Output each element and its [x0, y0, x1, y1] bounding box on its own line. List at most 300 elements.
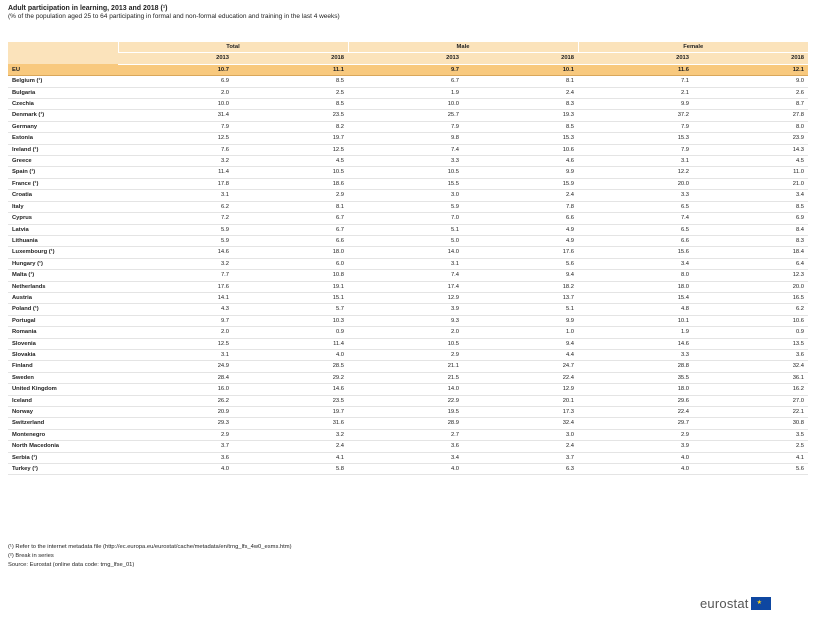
cell-value: 2.4	[463, 190, 578, 201]
table-row	[8, 167, 808, 178]
cell-value: 10.0	[348, 99, 463, 110]
table-row	[8, 395, 808, 406]
cell-value: 3.7	[118, 441, 233, 452]
cell-value: 2.0	[118, 87, 233, 98]
cell-value: 14.3	[693, 144, 808, 155]
cell-value: 6.4	[693, 258, 808, 269]
cell-value: 5.0	[348, 235, 463, 246]
cell-value: 7.9	[578, 144, 693, 155]
cell-value: 11.1	[233, 64, 348, 75]
table-row	[8, 110, 808, 121]
cell-value: 22.4	[578, 407, 693, 418]
cell-value: 16.0	[118, 384, 233, 395]
cell-value: 3.7	[463, 452, 578, 463]
row-label: Finland	[8, 361, 118, 372]
row-label: Greece	[8, 156, 118, 167]
cell-value: 10.3	[233, 315, 348, 326]
cell-value: 19.7	[233, 407, 348, 418]
cell-value: 15.9	[463, 178, 578, 189]
cell-value: 18.0	[578, 384, 693, 395]
cell-value: 6.7	[233, 213, 348, 224]
cell-value: 9.7	[348, 64, 463, 75]
cell-value: 3.1	[118, 349, 233, 360]
cell-value: 4.0	[118, 464, 233, 475]
cell-value: 19.5	[348, 407, 463, 418]
table-row	[8, 418, 808, 429]
cell-value: 8.5	[233, 99, 348, 110]
row-label: Switzerland	[8, 418, 118, 429]
cell-value: 14.6	[118, 247, 233, 258]
source-note: Source: Eurostat (online data code: trng_lfse_01)	[8, 562, 135, 568]
table-row-eu	[8, 64, 808, 75]
cell-value: 1.0	[463, 327, 578, 338]
cell-value: 2.5	[233, 87, 348, 98]
cell-value: 3.6	[118, 452, 233, 463]
cell-value: 3.6	[693, 349, 808, 360]
cell-value: 12.9	[463, 384, 578, 395]
cell-value: 7.4	[348, 144, 463, 155]
row-label: Denmark (¹)	[8, 110, 118, 121]
row-label: Montenegro	[8, 429, 118, 440]
cell-value: 23.9	[693, 133, 808, 144]
cell-value: 23.5	[233, 395, 348, 406]
table-row	[8, 133, 808, 144]
cell-value: 19.3	[463, 110, 578, 121]
cell-value: 10.5	[348, 338, 463, 349]
cell-value: 32.4	[693, 361, 808, 372]
cell-value: 17.8	[118, 178, 233, 189]
cell-value: 2.7	[348, 429, 463, 440]
row-label: North Macedonia	[8, 441, 118, 452]
cell-value: 4.0	[578, 452, 693, 463]
cell-value: 15.1	[233, 292, 348, 303]
cell-value: 8.5	[463, 121, 578, 132]
cell-value: 14.0	[348, 247, 463, 258]
table-row	[8, 407, 808, 418]
cell-value: 14.6	[578, 338, 693, 349]
cell-value: 10.1	[463, 64, 578, 75]
cell-value: 20.1	[463, 395, 578, 406]
cell-value: 6.6	[233, 235, 348, 246]
cell-value: 2.4	[233, 441, 348, 452]
table-row	[8, 156, 808, 167]
row-label: Hungary (¹)	[8, 258, 118, 269]
cell-value: 7.2	[118, 213, 233, 224]
footnotes	[8, 543, 808, 570]
cell-value: 36.1	[693, 372, 808, 383]
cell-value: 8.3	[693, 235, 808, 246]
cell-value: 2.9	[578, 429, 693, 440]
row-label: Netherlands	[8, 281, 118, 292]
cell-value: 7.9	[578, 121, 693, 132]
cell-value: 6.3	[463, 464, 578, 475]
header-total: Total	[118, 42, 348, 53]
row-label: Belgium (¹)	[8, 76, 118, 87]
cell-value: 28.4	[118, 372, 233, 383]
table-row	[8, 235, 808, 246]
cell-value: 28.8	[578, 361, 693, 372]
cell-value: 24.7	[463, 361, 578, 372]
cell-value: 10.7	[118, 64, 233, 75]
cell-value: 2.1	[578, 87, 693, 98]
cell-value: 5.6	[463, 258, 578, 269]
cell-value: 21.1	[348, 361, 463, 372]
cell-value: 5.6	[693, 464, 808, 475]
table-row	[8, 144, 808, 155]
cell-value: 4.9	[463, 235, 578, 246]
cell-value: 4.8	[578, 304, 693, 315]
cell-value: 18.4	[693, 247, 808, 258]
cell-value: 8.0	[693, 121, 808, 132]
cell-value: 3.4	[693, 190, 808, 201]
row-label: Croatia	[8, 190, 118, 201]
cell-value: 3.2	[118, 258, 233, 269]
row-label: Slovenia	[8, 338, 118, 349]
header-male: Male	[348, 42, 578, 53]
cell-value: 3.1	[348, 258, 463, 269]
table-row	[8, 304, 808, 315]
table-row	[8, 292, 808, 303]
cell-value: 5.9	[348, 201, 463, 212]
table-row	[8, 441, 808, 452]
cell-value: 17.6	[463, 247, 578, 258]
cell-value: 1.9	[348, 87, 463, 98]
table-row	[8, 452, 808, 463]
cell-value: 17.6	[118, 281, 233, 292]
table-row	[8, 429, 808, 440]
table-subtitle: (% of the population aged 25 to 64 participating in formal and non-formal education and training in the last 4 weeks)	[8, 13, 340, 20]
footnote: (²) Break in series	[8, 553, 54, 559]
row-label: Italy	[8, 201, 118, 212]
table-row	[8, 201, 808, 212]
cell-value: 2.5	[693, 441, 808, 452]
cell-value: 27.8	[693, 110, 808, 121]
header-year: 2018	[233, 53, 348, 64]
row-label: Portugal	[8, 315, 118, 326]
table-row	[8, 213, 808, 224]
cell-value: 20.0	[578, 178, 693, 189]
table-row	[8, 99, 808, 110]
row-label: Spain (¹)	[8, 167, 118, 178]
cell-value: 9.7	[118, 315, 233, 326]
cell-value: 10.0	[118, 99, 233, 110]
header-year: 2013	[348, 53, 463, 64]
cell-value: 22.9	[348, 395, 463, 406]
cell-value: 14.6	[233, 384, 348, 395]
table-row	[8, 338, 808, 349]
cell-value: 21.5	[348, 372, 463, 383]
cell-value: 4.6	[463, 156, 578, 167]
cell-value: 9.8	[348, 133, 463, 144]
logo-text: eurostat	[700, 595, 749, 611]
cell-value: 7.1	[578, 76, 693, 87]
cell-value: 35.5	[578, 372, 693, 383]
cell-value: 2.0	[348, 327, 463, 338]
cell-value: 25.7	[348, 110, 463, 121]
cell-value: 6.0	[233, 258, 348, 269]
cell-value: 9.9	[463, 167, 578, 178]
row-label: Malta (¹)	[8, 270, 118, 281]
cell-value: 9.4	[463, 338, 578, 349]
cell-value: 22.4	[463, 372, 578, 383]
cell-value: 4.0	[233, 349, 348, 360]
table-row	[8, 464, 808, 475]
cell-value: 12.1	[693, 64, 808, 75]
cell-value: 3.3	[578, 349, 693, 360]
cell-value: 7.0	[348, 213, 463, 224]
cell-value: 3.5	[693, 429, 808, 440]
table-row	[8, 281, 808, 292]
cell-value: 12.3	[693, 270, 808, 281]
cell-value: 7.4	[578, 213, 693, 224]
cell-value: 12.9	[348, 292, 463, 303]
cell-value: 7.6	[118, 144, 233, 155]
cell-value: 3.1	[578, 156, 693, 167]
cell-value: 7.9	[118, 121, 233, 132]
header-group-row	[8, 42, 808, 53]
cell-value: 2.0	[118, 327, 233, 338]
cell-value: 29.7	[578, 418, 693, 429]
cell-value: 2.4	[463, 441, 578, 452]
cell-value: 17.4	[348, 281, 463, 292]
cell-value: 15.3	[463, 133, 578, 144]
cell-value: 6.2	[693, 304, 808, 315]
cell-value: 20.0	[693, 281, 808, 292]
cell-value: 8.5	[693, 201, 808, 212]
cell-value: 4.9	[463, 224, 578, 235]
cell-value: 8.5	[233, 76, 348, 87]
cell-value: 9.9	[463, 315, 578, 326]
row-label: Turkey (¹)	[8, 464, 118, 475]
cell-value: 5.8	[233, 464, 348, 475]
cell-value: 3.9	[578, 441, 693, 452]
row-label: Serbia (¹)	[8, 452, 118, 463]
cell-value: 8.1	[233, 201, 348, 212]
cell-value: 2.6	[693, 87, 808, 98]
row-label: United Kingdom	[8, 384, 118, 395]
eurostat-logo	[700, 595, 771, 611]
row-label: Germany	[8, 121, 118, 132]
cell-value: 3.3	[578, 190, 693, 201]
cell-value: 23.5	[233, 110, 348, 121]
table-row	[8, 384, 808, 395]
cell-value: 10.8	[233, 270, 348, 281]
cell-value: 5.1	[463, 304, 578, 315]
cell-value: 37.2	[578, 110, 693, 121]
row-label: EU	[8, 64, 118, 75]
cell-value: 6.5	[578, 201, 693, 212]
row-label: Luxembourg (¹)	[8, 247, 118, 258]
cell-value: 15.5	[348, 178, 463, 189]
cell-value: 16.2	[693, 384, 808, 395]
cell-value: 8.3	[463, 99, 578, 110]
cell-value: 28.5	[233, 361, 348, 372]
row-label: Austria	[8, 292, 118, 303]
cell-value: 2.9	[348, 349, 463, 360]
cell-value: 10.6	[463, 144, 578, 155]
cell-value: 20.9	[118, 407, 233, 418]
cell-value: 4.5	[693, 156, 808, 167]
cell-value: 5.7	[233, 304, 348, 315]
cell-value: 7.8	[463, 201, 578, 212]
cell-value: 9.0	[693, 76, 808, 87]
cell-value: 2.4	[463, 87, 578, 98]
data-table	[8, 42, 808, 475]
cell-value: 2.9	[118, 429, 233, 440]
row-label: Slovakia	[8, 349, 118, 360]
cell-value: 10.1	[578, 315, 693, 326]
cell-value: 8.1	[463, 76, 578, 87]
cell-value: 3.0	[463, 429, 578, 440]
cell-value: 4.0	[578, 464, 693, 475]
cell-value: 15.6	[578, 247, 693, 258]
cell-value: 29.6	[578, 395, 693, 406]
cell-value: 8.0	[578, 270, 693, 281]
header-year-row	[8, 53, 808, 64]
cell-value: 32.4	[463, 418, 578, 429]
cell-value: 18.6	[233, 178, 348, 189]
row-label: Latvia	[8, 224, 118, 235]
cell-value: 26.2	[118, 395, 233, 406]
cell-value: 4.1	[693, 452, 808, 463]
table-row	[8, 247, 808, 258]
header-year: 2018	[463, 53, 578, 64]
cell-value: 3.2	[118, 156, 233, 167]
table-row	[8, 190, 808, 201]
cell-value: 6.6	[463, 213, 578, 224]
cell-value: 3.1	[118, 190, 233, 201]
cell-value: 18.0	[233, 247, 348, 258]
header-year: 2018	[693, 53, 808, 64]
cell-value: 6.9	[118, 76, 233, 87]
row-label: Bulgaria	[8, 87, 118, 98]
cell-value: 6.2	[118, 201, 233, 212]
cell-value: 16.5	[693, 292, 808, 303]
cell-value: 8.2	[233, 121, 348, 132]
cell-value: 18.0	[578, 281, 693, 292]
cell-value: 9.3	[348, 315, 463, 326]
cell-value: 10.5	[348, 167, 463, 178]
footnote: (¹) Refer to the internet metadata file (http://ec.europa.eu/eurostat/cache/metadata/en/trng_lfs_4w0_esms.htm)	[8, 544, 292, 550]
cell-value: 29.3	[118, 418, 233, 429]
cell-value: 4.3	[118, 304, 233, 315]
cell-value: 11.0	[693, 167, 808, 178]
cell-value: 6.9	[693, 213, 808, 224]
cell-value: 6.7	[233, 224, 348, 235]
row-label: Estonia	[8, 133, 118, 144]
table-row	[8, 372, 808, 383]
table-row	[8, 121, 808, 132]
cell-value: 4.5	[233, 156, 348, 167]
cell-value: 15.4	[578, 292, 693, 303]
cell-value: 9.9	[578, 99, 693, 110]
cell-value: 11.4	[118, 167, 233, 178]
cell-value: 6.6	[578, 235, 693, 246]
cell-value: 6.5	[578, 224, 693, 235]
row-label: Cyprus	[8, 213, 118, 224]
cell-value: 3.4	[348, 452, 463, 463]
cell-value: 3.0	[348, 190, 463, 201]
title-block	[8, 4, 808, 21]
cell-value: 14.0	[348, 384, 463, 395]
row-label: Lithuania	[8, 235, 118, 246]
cell-value: 14.1	[118, 292, 233, 303]
cell-value: 5.1	[348, 224, 463, 235]
header-year: 2013	[578, 53, 693, 64]
row-label: France (¹)	[8, 178, 118, 189]
cell-value: 8.7	[693, 99, 808, 110]
row-label: Czechia	[8, 99, 118, 110]
cell-value: 10.6	[693, 315, 808, 326]
cell-value: 4.4	[463, 349, 578, 360]
table-row	[8, 224, 808, 235]
cell-value: 8.4	[693, 224, 808, 235]
cell-value: 6.7	[348, 76, 463, 87]
header-corner	[8, 42, 118, 53]
cell-value: 9.4	[463, 270, 578, 281]
cell-value: 3.4	[578, 258, 693, 269]
eu-flag-icon: ★	[751, 597, 771, 610]
cell-value: 12.2	[578, 167, 693, 178]
table-row	[8, 361, 808, 372]
table-row	[8, 327, 808, 338]
header-corner	[8, 53, 118, 64]
cell-value: 5.9	[118, 224, 233, 235]
header-year: 2013	[118, 53, 233, 64]
header-female: Female	[578, 42, 808, 53]
cell-value: 19.1	[233, 281, 348, 292]
cell-value: 11.6	[578, 64, 693, 75]
cell-value: 7.4	[348, 270, 463, 281]
cell-value: 27.0	[693, 395, 808, 406]
table-row	[8, 258, 808, 269]
cell-value: 11.4	[233, 338, 348, 349]
cell-value: 29.2	[233, 372, 348, 383]
cell-value: 22.1	[693, 407, 808, 418]
table-row	[8, 76, 808, 87]
cell-value: 12.5	[118, 133, 233, 144]
cell-value: 0.9	[693, 327, 808, 338]
table-row	[8, 270, 808, 281]
cell-value: 4.0	[348, 464, 463, 475]
cell-value: 1.9	[578, 327, 693, 338]
cell-value: 13.5	[693, 338, 808, 349]
cell-value: 12.5	[233, 144, 348, 155]
cell-value: 31.4	[118, 110, 233, 121]
row-label: Poland (¹)	[8, 304, 118, 315]
cell-value: 3.2	[233, 429, 348, 440]
cell-value: 4.1	[233, 452, 348, 463]
cell-value: 13.7	[463, 292, 578, 303]
cell-value: 2.9	[233, 190, 348, 201]
cell-value: 0.9	[233, 327, 348, 338]
cell-value: 30.8	[693, 418, 808, 429]
table-row	[8, 315, 808, 326]
row-label: Iceland	[8, 395, 118, 406]
cell-value: 7.9	[348, 121, 463, 132]
row-label: Ireland (¹)	[8, 144, 118, 155]
table-title: Adult participation in learning, 2013 and 2018 (¹)	[8, 5, 168, 12]
cell-value: 15.3	[578, 133, 693, 144]
row-label: Romania	[8, 327, 118, 338]
table-row	[8, 349, 808, 360]
cell-value: 21.0	[693, 178, 808, 189]
cell-value: 3.9	[348, 304, 463, 315]
cell-value: 18.2	[463, 281, 578, 292]
cell-value: 31.6	[233, 418, 348, 429]
table-row	[8, 178, 808, 189]
cell-value: 10.5	[233, 167, 348, 178]
